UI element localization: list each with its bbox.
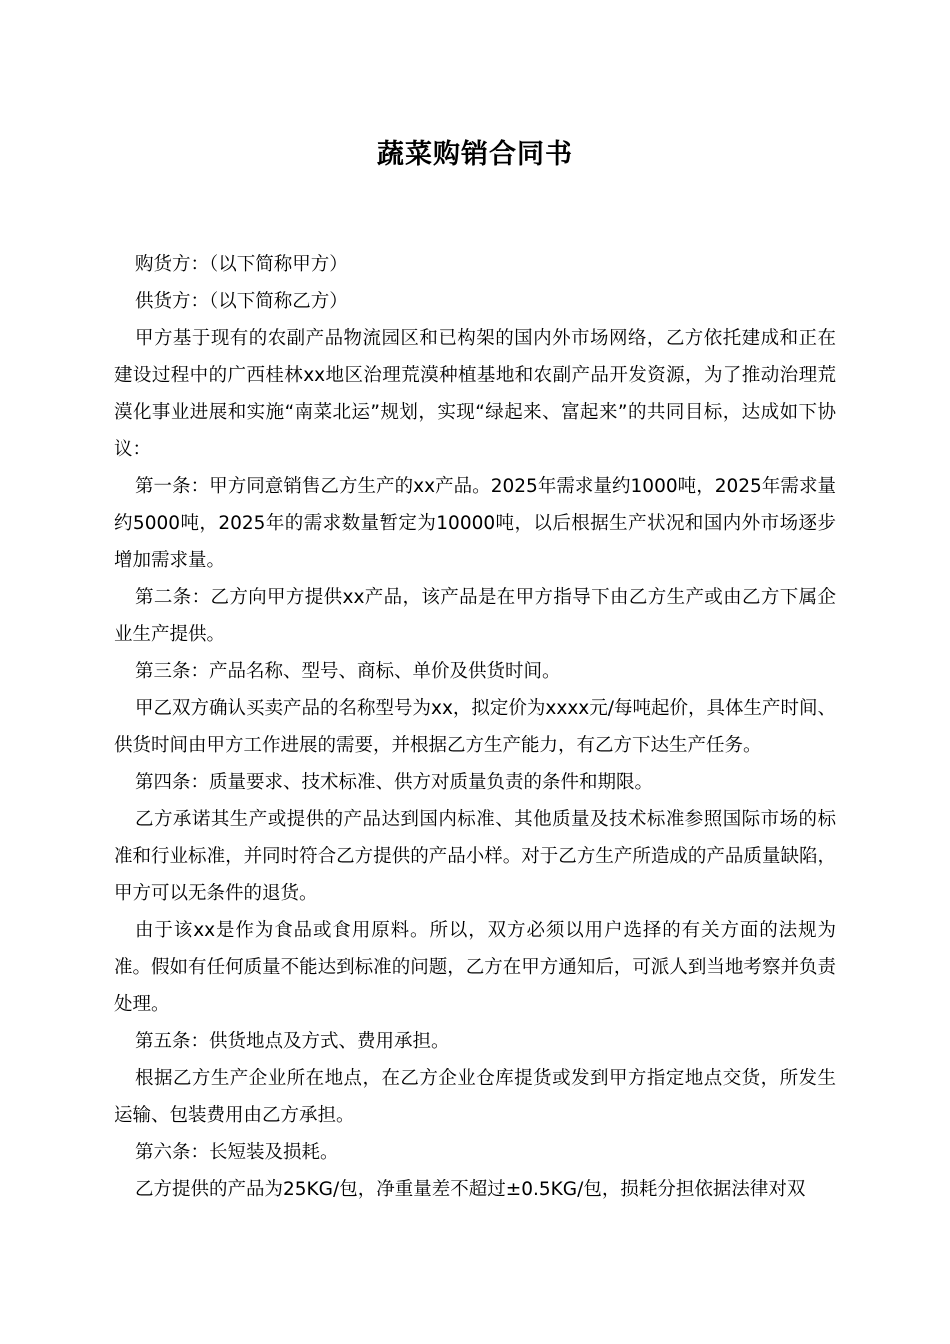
paragraph-article-4-body-1: 乙方承诺其生产或提供的产品达到国内标准、其他质量及技术标准参照国际市场的标准和行业标准，并同时符合乙方提供的产品小样。对于乙方生产所造成的产品质量缺陷，甲方可以无条件的退货。 <box>114 809 836 904</box>
paragraph-article-6-body: 乙方提供的产品为25KG/包，净重量差不超过±0.5KG/包，损耗分担依据法律对双 <box>135 1179 806 1200</box>
paragraph-article-3-heading: 第三条：产品名称、型号、商标、单价及供货时间。 <box>135 661 561 682</box>
paragraph-preamble: 甲方基于现有的农副产品物流园区和已构架的国内外市场网络，乙方依托建成和正在建设过程中的广西桂林xx地区治理荒漠种植基地和农副产品开发资源，为了推动治理荒漠化事业进展和实施“南菜北运”规划，实现“绿起来、富起来”的共同目标，达成如下协议： <box>114 328 836 460</box>
paragraph-article-5-heading: 第五条：供货地点及方式、费用承担。 <box>135 1031 450 1052</box>
paragraph-article-4-body-2: 由于该xx是作为食品或食用原料。所以，双方必须以用户选择的有关方面的法规为准。假如有任何质量不能达到标准的问题，乙方在甲方通知后，可派人到当地考察并负责处理。 <box>114 920 836 1015</box>
paragraph-article-5-body: 根据乙方生产企业所在地点，在乙方企业仓库提货或发到甲方指定地点交货，所发生运输、包装费用由乙方承担。 <box>114 1068 836 1126</box>
document-title: 蔬菜购销合同书 <box>377 139 573 170</box>
paragraph-article-3-body: 甲乙双方确认买卖产品的名称型号为xx，拟定价为xxxx元/每吨起价，具体生产时间、供货时间由甲方工作进展的需要，并根据乙方生产能力，有乙方下达生产任务。 <box>114 698 836 756</box>
paragraph-article-6-heading: 第六条：长短装及损耗。 <box>135 1142 339 1163</box>
paragraph-article-4-heading: 第四条：质量要求、技术标准、供方对质量负责的条件和期限。 <box>135 772 654 793</box>
paragraph-buyer: 购货方：（以下简称甲方） <box>135 254 348 275</box>
paragraph-article-1: 第一条：甲方同意销售乙方生产的xx产品。2025年需求量约1000吨，2025年需求量约5000吨，2025年的需求数量暂定为10000吨，以后根据生产状况和国内外市场逐步增加需求量。 <box>114 476 836 571</box>
document-body <box>114 246 836 1208</box>
paragraph-supplier: 供货方：（以下简称乙方） <box>135 291 348 312</box>
paragraph-article-2: 第二条：乙方向甲方提供xx产品，该产品是在甲方指导下由乙方生产或由乙方下属企业生产提供。 <box>114 587 836 645</box>
